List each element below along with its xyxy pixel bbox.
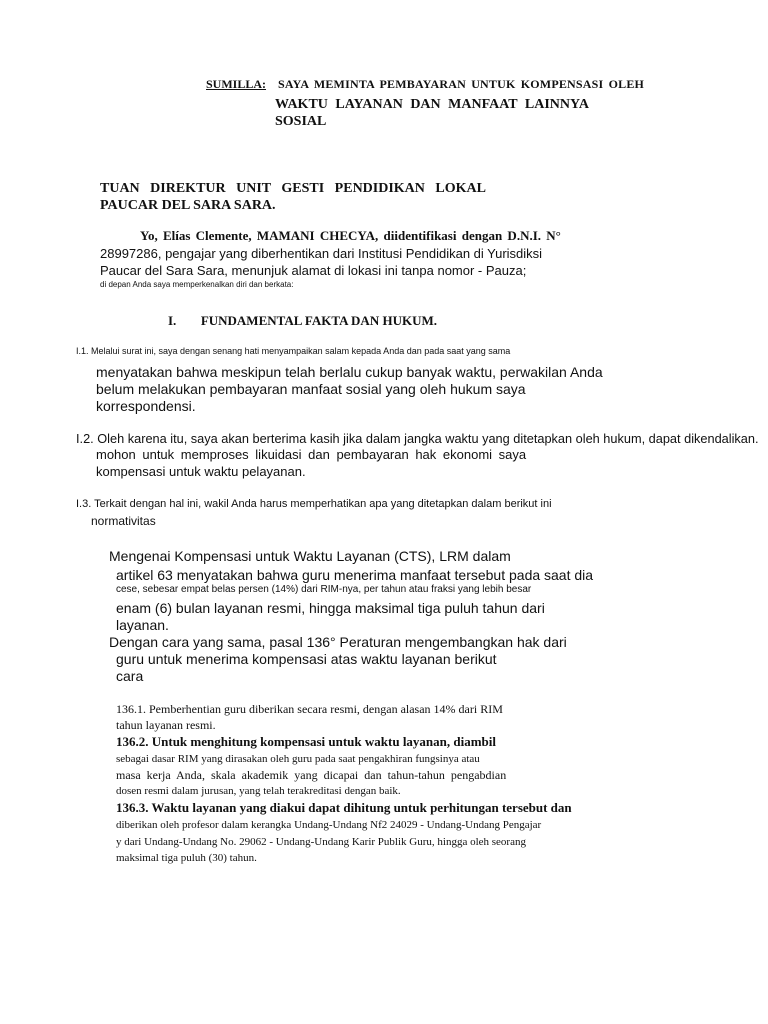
intro-line-2: 28997286, pengajar yang diberhentikan dari Institusi Pendidikan di Yurisdiksi: [100, 246, 543, 261]
quote-136-1-line-1: 136.1. Pemberhentian guru diberikan secara resmi, dengan alasan 14% dari RIM: [116, 702, 503, 716]
p3-line-1: I.3. Terkait dengan hal ini, wakil Anda harus memperhatikan apa yang ditetapkan dalam berikut ini: [76, 498, 552, 510]
intro-line-4: di depan Anda saya memperkenalkan diri dan berkata:: [100, 280, 294, 289]
bullet-2-line-3: cara: [116, 668, 144, 684]
bullet-1-line-5: layanan.: [116, 617, 169, 633]
p1-line-3: belum melakukan pembayaran manfaat sosial yang oleh hukum saya: [96, 381, 526, 397]
bullet-1-text: Mengenai Kompensasi untuk Waktu Layanan (CTS), LRM dalam: [109, 548, 511, 564]
p3-line-2: normativitas: [91, 514, 156, 528]
subject-line-2: WAKTU LAYANAN DAN MANFAAT LAINNYA: [275, 97, 589, 112]
bullet-1-line-3: cese, sebesar empat belas persen (14%) dari RIM-nya, per tahun atau fraksi yang lebih besar: [116, 584, 532, 595]
bullet-1-line-2: artikel 63 menyatakan bahwa guru menerima manfaat tersebut pada saat dia: [116, 567, 594, 583]
subject-line-1: [206, 78, 644, 92]
addressee-line-1: TUAN DIREKTUR UNIT GESTI PENDIDIKAN LOKAL: [100, 181, 486, 196]
quote-136-2-head: 136.2. Untuk menghitung kompensasi untuk waktu layanan, diambil: [116, 734, 497, 749]
p1-line-2: menyatakan bahwa meskipun telah berlalu cukup banyak waktu, perwakilan Anda: [96, 364, 603, 380]
intro-line-3: Paucar del Sara Sara, menunjuk alamat di lokasi ini tanpa nomor - Pauza;: [100, 263, 527, 278]
bullet-2-line-2: guru untuk menerima kompensasi atas waktu layanan berikut: [116, 651, 497, 667]
section-numeral: I.: [168, 313, 177, 328]
p1-line-1: I.1. Melalui surat ini, saya dengan senang hati menyampaikan salam kepada Anda dan pada saat yang sama: [76, 346, 511, 356]
p1-line-4: korrespondensi.: [96, 398, 196, 414]
quote-136-3-line-1: diberikan oleh profesor dalam kerangka Undang-Undang Nf2 24029 - Undang-Undang Pengajar: [116, 819, 542, 831]
p2-line-3: kompensasi untuk waktu pelayanan.: [96, 464, 306, 479]
section-title-text: FUNDAMENTAL FAKTA DAN HUKUM.: [200, 313, 437, 328]
subject-line-3: SOSIAL: [275, 114, 327, 129]
quote-136-3-line-3: maksimal tiga puluh (30) tahun.: [116, 852, 257, 864]
quote-136-2-line-2: masa kerja Anda, skala akademik yang dicapai dan tahun-tahun pengabdian: [116, 768, 507, 782]
p2-line-2: mohon untuk memproses likuidasi dan pembayaran hak ekonomi saya: [96, 447, 527, 462]
quote-136-3-line-2: y dari Undang-Undang No. 29062 - Undang-Undang Karir Publik Guru, hingga oleh seorang: [116, 836, 526, 848]
quote-136-2-line-1: sebagai dasar RIM yang dirasakan oleh guru pada saat pengakhiran fungsinya atau: [116, 753, 480, 765]
intro-line-1: Yo, Elías Clemente, MAMANI CHECYA, diidentifikasi dengan D.N.I. N°: [140, 228, 561, 243]
subject-text: SAYA MEMINTA PEMBAYARAN UNTUK KOMPENSASI OLEH: [278, 77, 645, 91]
section-title: [168, 314, 437, 329]
bullet-2-text: Dengan cara yang sama, pasal 136° Peraturan mengembangkan hak dari: [109, 634, 567, 650]
p2-line-1: I.2. Oleh karena itu, saya akan berterima kasih jika dalam jangka waktu yang ditetapkan oleh hukum, dapat dikendalikan.: [76, 431, 759, 446]
bullet-1-line-1: [96, 548, 511, 564]
bullet-2-line-1: [96, 634, 567, 650]
bullet-1-line-4: enam (6) bulan layanan resmi, hingga maksimal tiga puluh tahun dari: [116, 600, 545, 616]
addressee-line-2: PAUCAR DEL SARA SARA.: [100, 198, 276, 213]
quote-136-3-head: 136.3. Waktu layanan yang diakui dapat dihitung untuk perhitungan tersebut dan: [116, 800, 572, 815]
subject-label: SUMILLA:: [206, 77, 267, 91]
quote-136-1-line-2: tahun layanan resmi.: [116, 718, 216, 732]
quote-136-2-line-3: dosen resmi dalam jurusan, yang telah terakreditasi dengan baik.: [116, 785, 401, 797]
